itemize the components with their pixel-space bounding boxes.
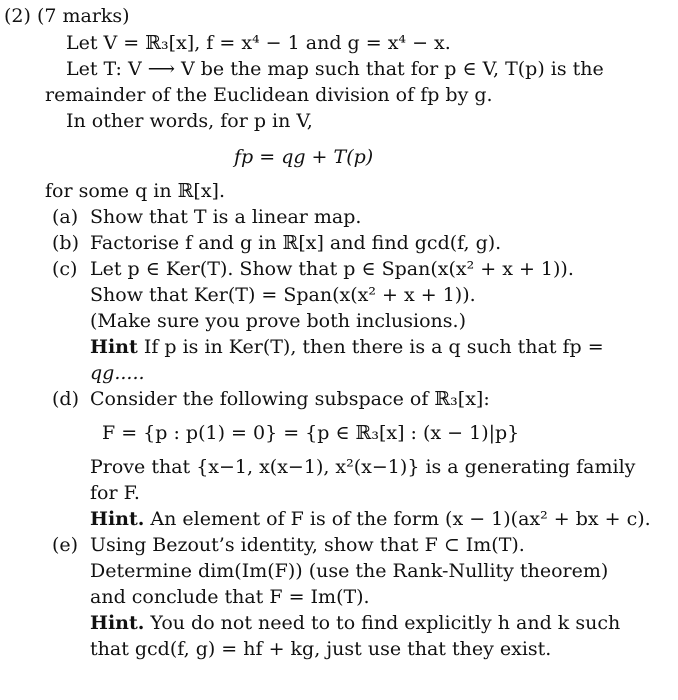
part-d-display: F = {p : p(1) = 0} = {p ∈ ℝ₃[x] : (x − 1)|p} [102, 422, 520, 444]
part-d-line-1: Prove that {x−1, x(x−1), x²(x−1)} is a generating family [90, 456, 636, 478]
part-e-hint [90, 610, 620, 636]
part-d-line-2: for F. [90, 482, 140, 504]
part-c-line-1: Let p ∈ Ker(T). Show that p ∈ Span(x(x² + x + 1)). [90, 258, 574, 280]
setup-line-1: Let V = ℝ₃[x], f = x⁴ − 1 and g = x⁴ − x. [66, 32, 451, 54]
part-c-hint-line-1: If p is in Ker(T), then there is a q such that fp = [143, 336, 604, 358]
part-d-label: (d) [52, 388, 79, 410]
part-d-hint [90, 506, 651, 532]
part-e-hint-line-1: You do not need to to find explicitly h and k such [150, 612, 621, 634]
after-equation-text: for some q in ℝ[x]. [45, 180, 226, 202]
display-equation: fp = qg + T(p) [234, 146, 374, 168]
part-e-line-3: and conclude that F = Im(T). [90, 586, 370, 608]
part-b-label: (b) [52, 232, 79, 254]
part-c-hint-line-2: qg..... [90, 362, 145, 384]
question-header: (2) (7 marks) [4, 5, 130, 27]
part-e-label: (e) [52, 534, 79, 556]
part-a-label: (a) [52, 206, 79, 228]
part-d-hint-label: Hint. [90, 508, 145, 530]
part-b-text: Factorise f and g in ℝ[x] and find gcd(f, g). [90, 232, 502, 254]
part-c-hint-label: Hint [90, 336, 138, 358]
part-e-line-1: Using Bezout’s identity, show that F ⊂ Im(T). [90, 534, 525, 556]
part-e-hint-label: Hint. [90, 612, 145, 634]
part-c-line-3: (Make sure you prove both inclusions.) [90, 310, 466, 332]
setup-line-2: Let T: V ⟶ V be the map such that for p ∈ V, T(p) is the [66, 58, 604, 80]
part-e-hint-line-2: that gcd(f, g) = hf + kg, just use that they exist. [90, 638, 552, 660]
setup-line-3: remainder of the Euclidean division of fp by g. [45, 84, 493, 106]
part-e-line-2: Determine dim(Im(F)) (use the Rank-Nullity theorem) [90, 560, 609, 582]
part-c-hint [90, 334, 604, 360]
part-d-intro: Consider the following subspace of ℝ₃[x]: [90, 388, 490, 410]
part-a-text: Show that T is a linear map. [90, 206, 362, 228]
part-c-line-2: Show that Ker(T) = Span(x(x² + x + 1)). [90, 284, 476, 306]
setup-line-4: In other words, for p in V, [66, 110, 313, 132]
part-c-label: (c) [52, 258, 78, 280]
part-d-hint-text: An element of F is of the form (x − 1)(ax² + bx + c). [150, 508, 651, 530]
